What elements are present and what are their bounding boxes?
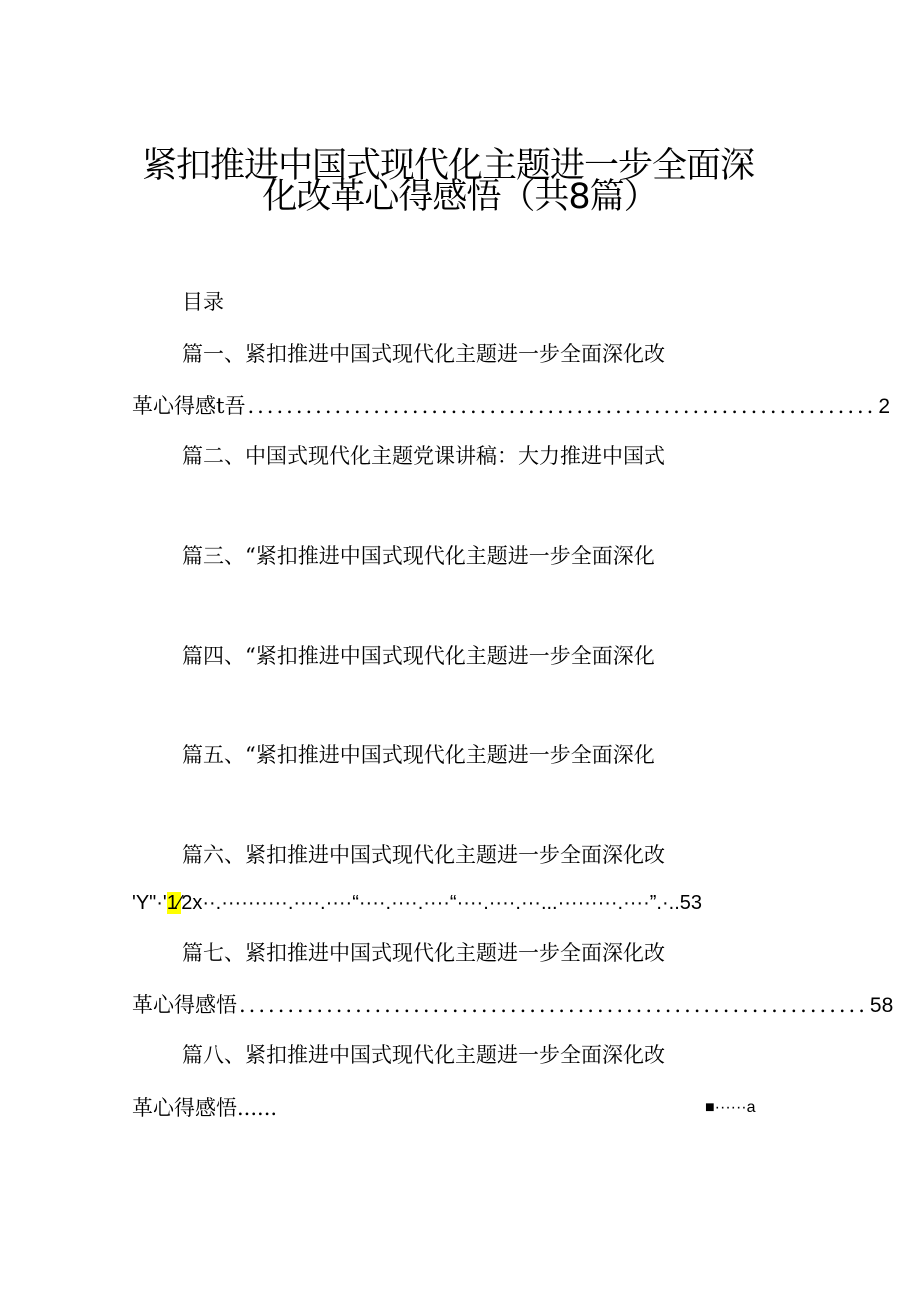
toc-entry-2: 篇二、中国式现代化主题党课讲稿：大力推进中国式: [182, 444, 665, 468]
garbled-text-a: 'Y"·': [132, 892, 167, 914]
toc-entry-1-page: 2: [878, 395, 891, 418]
document-title-line-2: 化改革心得感悟（共8篇）: [262, 177, 658, 217]
dot-leader: .................................................................: [247, 394, 877, 418]
toc-entry-8-continuation: 革心得感悟......: [132, 1096, 278, 1120]
highlighted-text: 1⁄: [166, 892, 182, 914]
toc-entry-1-continuation: 革心得感t吾: [132, 394, 246, 418]
toc-entry-7: 篇七、紧扣推进中国式现代化主题进一步全面深化改: [182, 941, 665, 965]
toc-entry-6-garbled-line: [132, 893, 702, 913]
toc-entry-7-page: 58: [869, 994, 894, 1017]
toc-entry-1-leader: [132, 394, 891, 418]
toc-heading: 目录: [182, 290, 224, 314]
toc-entry-6: 篇六、紧扣推进中国式现代化主题进一步全面深化改: [182, 843, 665, 867]
toc-entry-8: 篇八、紧扣推进中国式现代化主题进一步全面深化改: [182, 1043, 665, 1067]
toc-entry-4: 篇四、“紧扣推进中国式现代化主题进一步全面深化: [182, 644, 655, 668]
toc-entry-8-tail: ■······a: [705, 1099, 756, 1116]
toc-entry-5: 篇五、“紧扣推进中国式现代化主题进一步全面深化: [182, 743, 655, 767]
toc-entry-7-leader: [132, 993, 894, 1017]
garbled-text-b: 2x··.··········.····.····“····.····.····“····.····.···...·········.····”.·..53: [181, 892, 702, 914]
document-title-line-1: 紧扣推进中国式现代化主题进一步全面深: [141, 146, 754, 186]
toc-entry-7-continuation: 革心得感悟: [132, 993, 237, 1017]
toc-entry-3: 篇三、“紧扣推进中国式现代化主题进一步全面深化: [182, 544, 655, 568]
toc-entry-1: 篇一、紧扣推进中国式现代化主题进一步全面深化改: [182, 342, 665, 366]
dot-leader: .................................................................: [239, 993, 868, 1017]
